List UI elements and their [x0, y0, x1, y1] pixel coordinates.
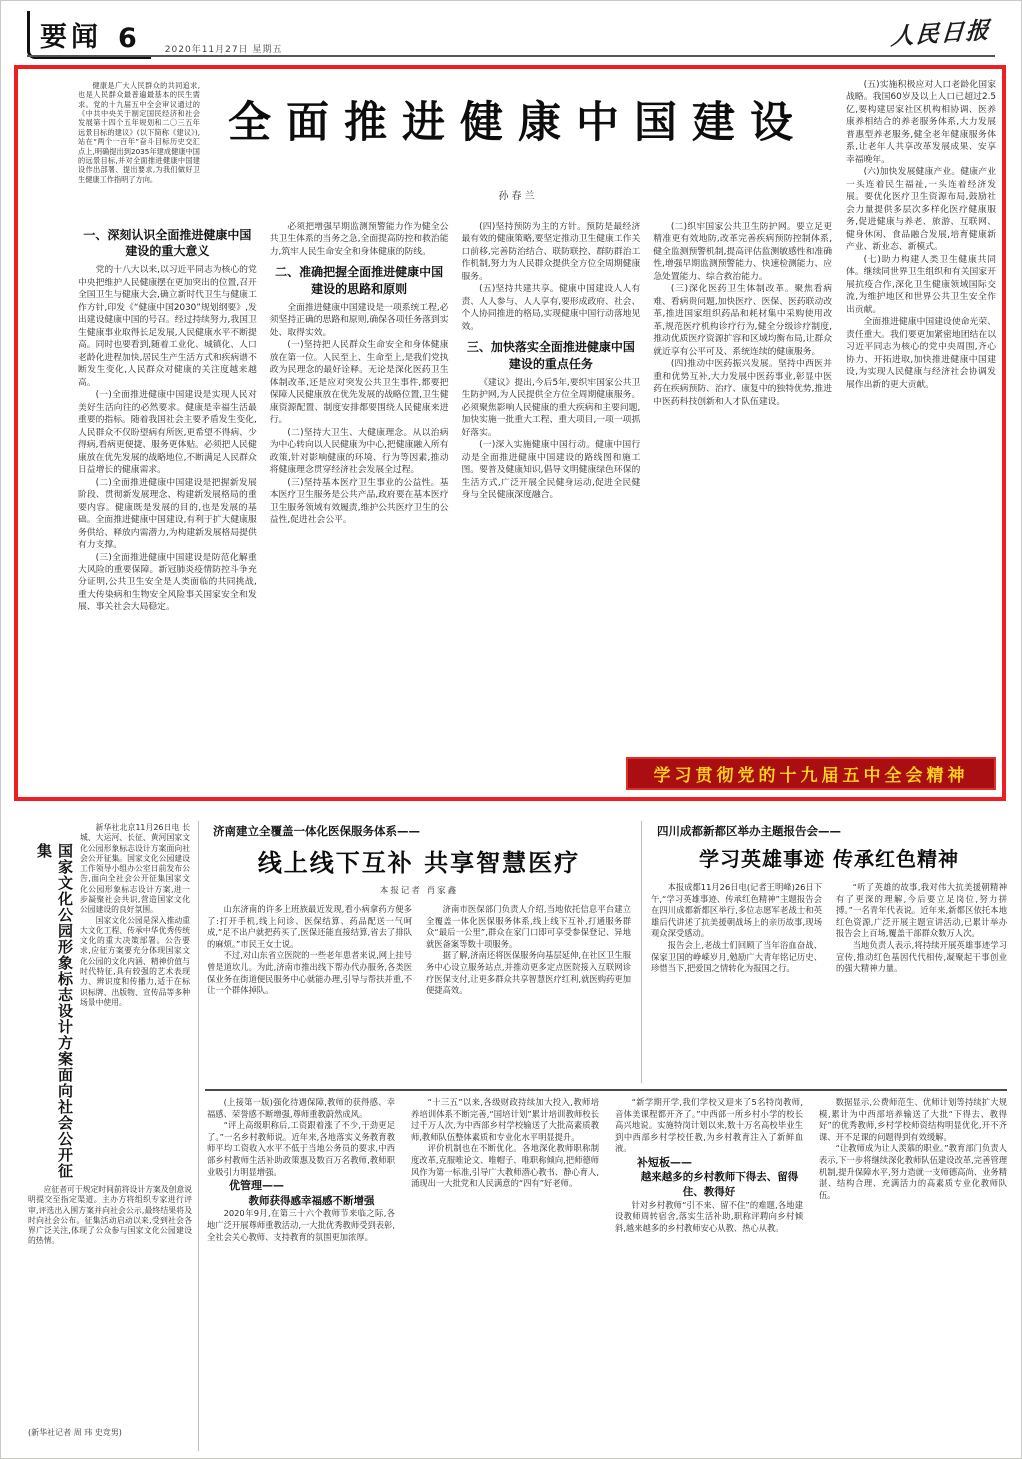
bottom-article-rule	[205, 1089, 1007, 1091]
header-rule	[27, 55, 995, 57]
body-paragraph: 国家文化公园是深入推动重大文化工程、传承中华优秀传统文化的重大决策部署。公告要求,应征方案要充分体现国家文化公园的文化内涵、精神价值与时代特征,具有较强的艺术表现力、辨识度和传播力,适于在标识标牌、出版物、宣传品等多种场景中使用。	[80, 915, 190, 1007]
body-paragraph: (七)助力构建人类卫生健康共同体。继续同世界卫生组织和有关国家开展抗疫合作,深化卫生健康领域国际交流,为维护地区和世界公共卫生安全作出贡献。	[846, 254, 996, 315]
hero-kicker: 四川成都新都区举办主题报告会——	[657, 824, 841, 838]
page-number: 6	[118, 23, 137, 54]
masthead-logo: 人民日报	[890, 16, 992, 51]
main-article-intro	[78, 81, 200, 223]
culture-park-vertical-title: 国家文化公园形象标志设计方案面向社会公开征集	[35, 843, 74, 1179]
column-rule-middle	[641, 821, 642, 1083]
body-paragraph: (四)坚持预防为主的方针。预防是最经济最有效的健康策略,要坚定推动卫生健康工作关口前移,完善防治结合、联防联控、群防群治工作机制,努力为人民群众提供全方位全周期健康服务。	[461, 222, 641, 282]
hero-headline: 学习英雄事迹 传承红色精神	[699, 847, 959, 871]
body-paragraph: 2020年9月,在第三十六个教师节来临之际,各地广泛开展尊师重教活动,一大批优秀教师受到表彰,全社会关心教师、支持教育的氛围更加浓厚。	[207, 1208, 395, 1242]
main-article-author: 孙春兰	[498, 191, 538, 202]
hero-column-2	[836, 882, 1007, 1072]
body-paragraph: 全面推进健康中国建设是一项系统工程,必须坚持正确的思路和原则,确保各项任务落到实处、取得实效。	[269, 302, 449, 338]
body-paragraph: “听了英雄的故事,我对伟大抗美援朝精神有了更深的理解,今后要立足岗位,努力拼搏。”一名青年代表说。近年来,新都区依托本地红色资源,广泛开展主题宣讲活动,已累计举办报告会上百场,覆盖干部群众数万人次。	[836, 882, 1007, 939]
body-paragraph: “新学期开学,我们学校又迎来了5名特岗教师,音体美课程都开齐了。”中西部一所乡村小学的校长高兴地说。实施特岗计划以来,数十万名高校毕业生到中西部乡村学校任教,为乡村教育注入了新鲜血液。	[615, 1097, 803, 1154]
main-column-1	[78, 221, 257, 783]
body-paragraph: (六)加快发展健康产业。健康产业一头连着民生福祉,一头连着经济发展。要优化医疗卫生资源布局,鼓励社会力量提供多层次多样化医疗健康服务,促进健康与养老、旅游、互联网、健身休闲、食品融合发展,培育健康新产业、新业态、新模式。	[846, 167, 996, 253]
section-bracket	[27, 11, 151, 59]
column-rule-left	[198, 821, 199, 1451]
slogan-banner	[626, 757, 996, 790]
teachers-article	[207, 1097, 1007, 1453]
body-paragraph: (三)深化医药卫生体制改革。聚焦看病难、看病贵问题,加快医疗、医保、医药联动改革,推进国家组织药品和耗材集中采购使用改革,规范医疗机构诊疗行为,健全分级诊疗制度,推动优质医疗资源扩容和区域均衡布局,让群众就近享有公平可及、系统连续的健康服务。	[653, 284, 832, 357]
body-paragraph: 党的十八大以来,以习近平同志为核心的党中央把维护人民健康摆在更加突出的位置,召开全国卫生与健康大会,确立新时代卫生与健康工作方针,印发《“健康中国2030”规划纲要》,发出建设健康中国的号召。经过持续努力,我国卫生健康事业取得长足发展,人民健康水平不断提高。同时也要看到,随着工业化、城镇化、人口老龄化进程加快,居民生产生活方式和疾病谱不断发生变化,人民群众对健康的关注度越来越高。	[78, 265, 257, 388]
body-paragraph: (二)织牢国家公共卫生防护网。要立足更精准更有效地防,改革完善疾病预防控制体系,健全监测预警机制,提高评估监测敏感性和准确性,增强早期监测预警能力、快速检测能力、应急处置能力、综合救治能力。	[653, 222, 832, 282]
body-paragraph: 全面推进健康中国建设使命光荣、责任重大。我们要更加紧密地团结在以习近平同志为核心的党中央周围,齐心协力、开拓进取,加快推进健康中国建设,为实现人民健康与经济社会协调发展作出新的更大贡献。	[846, 317, 996, 390]
intro-paragraph: 健康是广大人民群众的共同追求,也是人民群众最普遍最基本的民生需求。党的十九届五中全会审议通过的《中共中央关于制定国民经济和社会发展第十四个五年规划和二〇三五年远景目标的建议》(以下简称《建议》),站在“两个一百年”奋斗目标历史交汇点上,明确提出到2035年建成健康中国的远景目标,并对全面推进健康中国建设作出部署、提出要求,为我们做好卫生健康工作指明了方向。	[78, 81, 200, 184]
culture-park-byline: (新华社记者 周 玮 史竞男)	[28, 1428, 122, 1437]
main-article-body	[78, 221, 832, 783]
culture-park-text-top	[80, 823, 190, 1179]
body-paragraph: (一)全面推进健康中国建设是实现人民对美好生活向往的必然要求。健康是幸福生活最重要的指标。随着我国社会主要矛盾发生变化,人民群众不仅盼望病有所医,更希望不得病、少得病,看病更便捷、服务更体贴。必须把人民健康放在优先发展的战略地位,不断满足人民群众日益增长的健康需求。	[78, 390, 257, 476]
subsection-sub-2: 越来越多的乡村教师下得去、留得住、教得好	[640, 1171, 799, 1199]
jinan-kicker: 济南建立全覆盖一体化医保服务体系——	[213, 824, 420, 838]
body-paragraph: (二)坚持大卫生、大健康理念。从以治病为中心转向以人民健康为中心,把健康融入所有政策,针对影响健康的环境、行为等因素,推动将健康理念贯穿经济社会发展全过程。	[269, 427, 449, 476]
main-column-3	[462, 221, 641, 783]
body-paragraph: 不过,对山东省立医院的一些老年患者来说,网上挂号曾是道坎儿。为此,济南市推出线下帮办代办服务,各类医保业务在街道便民服务中心就能办理,引导与帮扶并重,不让一个群体掉队。	[207, 950, 412, 996]
section-heading-3: 三、加快落实全面推进健康中国建设的重点任务	[466, 340, 635, 371]
body-paragraph: “评上高级职称后,工资跟着涨了不少,干劲更足了。”一名乡村教师说。近年来,各地落实义务教育教师平均工资收入水平不低于当地公务员的要求,中西部乡村教师生活补助政策惠及数百万名教师,教师职业吸引力明显增强。	[207, 1120, 395, 1177]
body-paragraph: (一)深入实施健康中国行动。健康中国行动是全面推进健康中国建设的路线图和施工图。要普及健康知识,倡导文明健康绿色环保的生活方式,广泛开展全民健身运动,促进全民健身与全民健康深度融合。	[461, 440, 641, 501]
body-paragraph: 山东济南的许多上班族最近发现,看小病拿药方便多了:打开手机,线上问诊、医保结算、药品配送一气呵成,“足不出户就把药买了,医保还能直接结算,省去了排队的麻烦。”市民王女士说。	[207, 904, 412, 949]
jinan-article	[207, 821, 631, 1083]
slogan-banner-text: 学习贯彻党的十九届五中全会精神	[653, 766, 969, 786]
main-column-4	[653, 221, 832, 749]
body-paragraph: (四)推动中医药振兴发展。坚持中西医并重和优势互补,大力发展中医药事业,彰显中医药在疾病预防、治疗、康复中的独特优势,推进中医药科技创新和人才队伍建设。	[653, 359, 832, 407]
body-paragraph: 当地负责人表示,将持续开展英雄事迹学习宣传,推动红色基因代代相传,凝聚起干事创业的强大精神力量。	[836, 940, 1007, 974]
main-column-2	[270, 221, 449, 783]
page-header	[27, 11, 282, 59]
teachers-column-4	[819, 1097, 1007, 1453]
body-paragraph: 评价机制也在不断优化。各地深化教师职称制度改革,克服唯论文、唯帽子、唯职称倾向,把师德师风作为第一标准,引导广大教师潜心教书、静心育人,涌现出一大批党和人民满意的“四有”好老师。	[411, 1143, 599, 1189]
body-paragraph: 新华社北京11月26日电 长城、大运河、长征、黄河国家文化公园形象标志设计方案面向社会公开征集。国家文化公园建设工作领导小组办公室日前发布公告,面向全社会公开征集国家文化公园形象标志设计方案,进一步凝聚社会共识,营造国家文化公园建设的良好氛围。	[80, 823, 190, 915]
main-article-box	[14, 65, 1006, 801]
body-paragraph: 针对乡村教师“引不来、留不住”的难题,各地建设教师周转宿舍,落实生活补助,职称评聘向乡村倾斜,越来越多的乡村教师安心从教、热心从教。	[615, 1199, 803, 1234]
subsection-head-2: 补短板——	[637, 1156, 692, 1170]
main-article-headline: 全面推进健康中国建设	[228, 98, 808, 148]
body-paragraph: (上接第一版)强化待遇保障,教师的获得感、幸福感、荣誉感不断增强,尊师重教蔚然成风。	[207, 1097, 395, 1119]
body-paragraph: 本报成都11月26日电(记者王明峰)26日下午,“学习英雄事迹、传承红色精神”主题报告会在四川成都新都区举行,多位志愿军老战士和英雄后代讲述了抗美援朝战场上的亲历故事,现场观众深受感动。	[651, 882, 822, 939]
body-paragraph: 报告会上,老战士们回顾了当年浴血奋战、保家卫国的峥嵘岁月,勉励广大青年铭记历史、珍惜当下,把爱国之情转化为报国之行。	[651, 940, 822, 974]
section-title: 要闻	[40, 22, 102, 53]
body-paragraph: 必须把增强早期监测预警能力作为健全公共卫生体系的当务之急,全面提高防控和救治能力,筑牢人民生命安全和身体健康的防线。	[269, 222, 449, 257]
body-paragraph: 数据显示,公费师范生、优师计划等持续扩大规模,累计为中西部培养输送了大批“下得去、教得好”的优秀教师,乡村学校师资结构明显优化,开不齐课、开不足课的问题得到有效缓解。	[819, 1097, 1007, 1142]
body-paragraph: 济南市医保部门负责人介绍,当地依托信息平台建立全覆盖一体化医保服务体系,线上线下互补,打通服务群众“最后一公里”,群众在家门口即可享受参保登记、异地就医备案等数十项服务。	[426, 904, 631, 949]
jinan-body	[207, 904, 631, 1072]
body-paragraph: (一)坚持把人民群众生命安全和身体健康放在第一位。人民至上、生命至上,是我们党执政为民理念的最好诠释。无论是深化医药卫生体制改革,还是应对突发公共卫生事件,都要把保障人民健康放在优先发展的战略位置,卫生健康资源配置、制度安排都要围绕人民健康来进行。	[269, 340, 449, 426]
jinan-byline: 本报记者 肖家鑫	[379, 886, 459, 896]
body-paragraph: (五)实施积极应对人口老龄化国家战略。我国60岁及以上人口已超过2.5亿,要构建居家社区机构相协调、医养康养相结合的养老服务体系,大力发展普惠型养老服务,健全老年健康服务体系,让老年人共享改革发展成果、安享幸福晚年。	[846, 80, 996, 165]
teachers-column-1	[207, 1097, 395, 1453]
body-paragraph: 据了解,济南还将医保服务向基层延伸,在社区卫生服务中心设立服务站点,并推动更多定点医院接入互联网诊疗医保支付,让更多群众共享智慧医疗红利,就医购药更加便捷高效。	[426, 950, 631, 996]
jinan-column-1	[207, 904, 412, 1072]
body-paragraph: 应征者可于规定时间前将设计方案及创意说明提交至指定渠道。主办方将组织专家进行评审,评选出入围方案并向社会公示,最终结果将及时向社会公布。征集活动启动以来,受到社会各界广泛关注,体现了公众参与国家文化公园建设的热情。	[28, 1185, 192, 1246]
section-heading-1: 一、深刻认识全面推进健康中国建设的重大意义	[83, 228, 252, 259]
subsection-sub-1: 教师获得感幸福感不断增强	[248, 1194, 375, 1207]
hero-column-1	[651, 882, 822, 1072]
jinan-headline: 线上线下互补 共享智慧医疗	[257, 849, 581, 877]
body-paragraph: “十三五”以来,各级财政持续加大投入,教师培养培训体系不断完善,“国培计划”累计培训教师校长过千万人次,为中西部乡村学校输送了大批高素质教师,教师队伍整体素质和专业化水平明显提升。	[411, 1097, 599, 1142]
body-paragraph: “让教师成为让人羡慕的职业。”教育部门负责人表示,下一步将继续深化教师队伍建设改革,完善管理机制,提升保障水平,努力造就一支师德高尚、业务精湛、结构合理、充满活力的高素质专业化教师队伍。	[819, 1143, 1007, 1200]
body-paragraph: 《建议》提出,今后5年,要织牢国家公共卫生防护网,为人民提供全方位全周期健康服务。必须聚焦影响人民健康的重大疾病和主要问题,加快实施一批重大工程、重大项目,一项一项抓好落实。	[461, 377, 641, 438]
culture-park-text-bottom	[28, 1185, 192, 1421]
hero-body	[651, 882, 1007, 1072]
jinan-column-2	[426, 904, 631, 1072]
teachers-column-2	[411, 1097, 599, 1453]
teachers-column-3	[615, 1097, 803, 1453]
date-line: 2020年11月27日 星期五	[164, 45, 283, 55]
subsection-head-1: 优管理——	[229, 1179, 284, 1193]
body-paragraph: (二)全面推进健康中国建设是把握新发展阶段、贯彻新发展理念、构建新发展格局的重要内容。健康既是发展的目的,也是发展的基础。全面推进健康中国建设,有利于扩大健康服务供给、释放内需潜力,为构建新发展格局提供有力支撑。	[78, 477, 257, 551]
hero-article	[651, 821, 1007, 1083]
main-column-5	[846, 79, 996, 747]
body-paragraph: (五)坚持共建共享。健康中国建设人人有责、人人参与、人人享有,要形成政府、社会、个人协同推进的格局,实现健康中国行动落地见效。	[461, 284, 641, 332]
body-paragraph: (三)坚持基本医疗卫生事业的公益性。基本医疗卫生服务是公共产品,政府要在基本医疗卫生服务领域有效履责,维护公共医疗卫生的公益性,促进社会公平。	[269, 477, 449, 526]
culture-park-article	[28, 821, 192, 1451]
body-paragraph: (三)全面推进健康中国建设是防范化解重大风险的重要保障。新冠肺炎疫情防控斗争充分证明,公共卫生安全是人类面临的共同挑战,重大传染病和生物安全风险事关国家安全和发展、事关社会大局稳定。	[78, 552, 257, 613]
section-heading-2: 二、准确把握全面推进健康中国建设的思路和原则	[275, 265, 444, 296]
